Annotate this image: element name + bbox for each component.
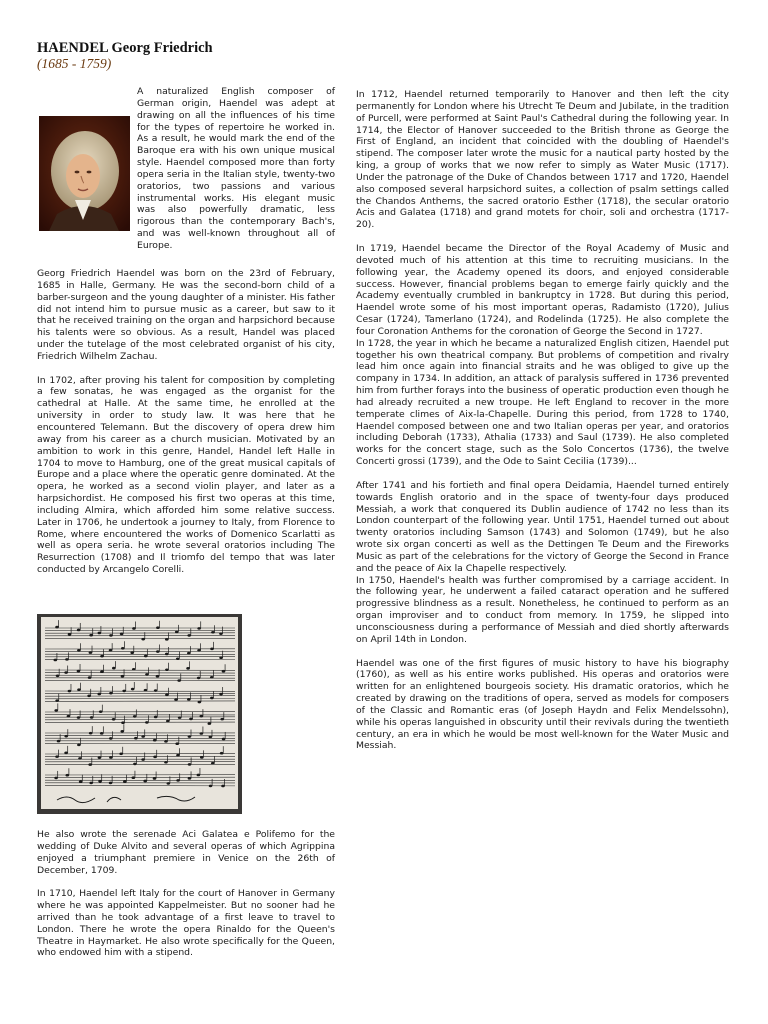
portrait-image: [39, 116, 130, 231]
intro-text: [137, 86, 335, 252]
paragraph-1750: In 1750, Haendel's health was further compromised by a carriage accident. In the following year, he underwent a failed cataract operation and he suffered progressive blindness as a result. Nonetheless, he continued to perform as an organ improviser and to conduct from memory. In 1759, he slipped into unconsciousness during a performance of Messiah and died shortly afterwards on April 14th in London.: [356, 574, 729, 645]
paragraph-1741: After 1741 and his fortieth and final opera Deidamia, Haendel turned entirely towards English oratorio and in the space of twenty-four days produced Messiah, a work that conquered its Dublin audience of 1742 no less than its London counterpart of the following year. Until 1751, Haendel turned out about twenty oratorios including Samson (1743) and Solomon (1749), but he also wrote six organ concerti as well as the Dettingen Te Deum and the Fireworks Music as part of the celebrations for the victory of George the Second in France and the peace of Aix la Chapelle respectively.: [356, 479, 729, 574]
paragraph-serenade: He also wrote the serenade Aci Galatea e Polifemo for the wedding of Duke Alvito and several operas of which Agrippina enjoyed a triumphant premiere in Venice on the 26th of December, 1709.: [37, 829, 335, 876]
right-column-text: [356, 89, 729, 752]
left-column-text: [37, 268, 335, 576]
paragraph-1719: In 1719, Haendel became the Director of the Royal Academy of Music and devoted much of his attention at this time to recruiting musicians. In the following year, the Academy opened its doors, and enjoyed considerable success. However, financial problems began to emerge fairly quickly and the Academy eventually crumbled in bankruptcy in 1728. But during this period, Haendel wrote some of his most important operas, Radamisto (1720), Julius Cesar (1724), Tamerlano (1724), and Rodelinda (1725). He also complete the four Coronation Anthems for the coronation of George the Second in 1727.: [356, 242, 729, 337]
life-dates: (1685 - 1759): [37, 56, 112, 71]
paragraph-1710: In 1710, Haendel left Italy for the court of Hanover in Germany where he was appointed Kappelmeister. But no sooner had he arrived than he took advantage of a first leave to travel to London. There he wrote the opera Rinaldo for the Queen's Theatre in Haymarket. He also wrote specifically for the Queen, who endowed him with a stipend.: [37, 888, 335, 959]
left-column-bottom-text: [37, 829, 335, 959]
page-title: HAENDEL Georg Friedrich: [37, 40, 213, 56]
paragraph-legacy: Haendel was one of the first figures of music history to have his biography (1760), as well as his entire works published. His operas and oratorios were written for an enlightened bourgeois society. His dramatic oratorios, which he created by drawing on the traditions of opera, served as models for composers of the Classic and Romantic eras (of Joseph Haydn and Felix Mendelssohn), while his operas languished in obscurity until their revivals during the twentieth century, an era in which he would be most well-known for the Water Music and Messiah.: [356, 657, 729, 752]
paragraph-birth: Georg Friedrich Haendel was born on the 23rd of February, 1685 in Halle, Germany. He was the second-born child of a barber-surgeon and the young daughter of a minister. His father did not intend him to pursue music as a career, but saw to it that he received training on the organ and harpsichord because his talents were so obvious. As a result, Handel was placed under the tutelage of the most celebrated organist of his city, Friedrich Wilhelm Zachau.: [37, 268, 335, 362]
music-manuscript-image: [37, 614, 242, 814]
intro-paragraph: A naturalized English composer of German origin, Haendel was adept at drawing on all the influences of his time for the types of repertoire he worked in. As a result, he would mark the end of the Baroque era with his own unique musical style. Haendel composed more than forty opera seria in the Italian style, twenty-two oratorios, two passions and various instrumental works. His elegant music was also powerfully dramatic, less rigorous than the contemporary Bach's, and was well-known throughout all of Europe.: [137, 86, 335, 251]
paragraph-1702: In 1702, after proving his talent for composition by completing a few sonatas, he was engaged as the organist for the cathedral at Halle. At the same time, he enrolled at the university in order to study law. It was here that he encountered Telemann. But the discovery of opera drew him away from his career as a church musician. Motivated by an ambition to work in this genre, Handel, Handel left Halle in 1704 to move to Hamburg, one of the great musical capitals of Europe and a place where the operatic genre dominated. At the opera, he worked as a second violin player, and later as a harpsichordist. He composed his first two operas at this time, including Almira, which afforded him some relative success. Later in 1706, he undertook a journey to Italy, from Florence to Rome, where encountered the works of Domenico Scarlatti as well as opera seria. he wrote several oratorios including The Resurrection (1708) and Il triomfo del tempo that was later conducted by Arcangelo Corelli.: [37, 374, 335, 576]
paragraph-1712: In 1712, Haendel returned temporarily to Hanover and then left the city permanently for London where his Utrecht Te Deum and Jubilate, in the tradition of Purcell, were performed at Saint Paul's Cathedral during the following year. In 1714, the Elector of Hanover succeeded to the British throne as George the First of England, an incident that coincided with the doubling of Haendel's stipend. The composer later wrote the music for a nautical party hosted by the king, a group of works that we now refer to simply as Water Music (1717). Under the patronage of the Duke of Chandos between 1717 and 1720, Haendel also composed several harpsichord suites, a collection of psalm settings called the Chandos Anthems, the sacred oratorio Esther (1718), the secular oratorio Acis and Galatea (1718) and grand motets for choir, soli and orchestra (1717-20).: [356, 89, 729, 231]
paragraph-1728: In 1728, the year in which he became a naturalized English citizen, Haendel put together his own theatrical company. But problems of competition and rivalry lead him once again into financial straits and he was obliged to give up the company in 1734. In addition, an attack of paralysis suffered in 1736 prevented him from further forays into the business of operatic production even though he had already recruited a new troupe. He left England to recover in the more temperate climes of Aix-la-Chapelle. During this period, from 1728 to 1740, Haendel composed between one and two Italian operas per year, and oratorios including Deborah (1733), Athalia (1733) and Saul (1739). He also completed works for the concert stage, such as the Solo Concertos (1736), the twelve Concerti grossi (1739), and the Ode to Saint Cecilia (1739)...: [356, 337, 729, 468]
